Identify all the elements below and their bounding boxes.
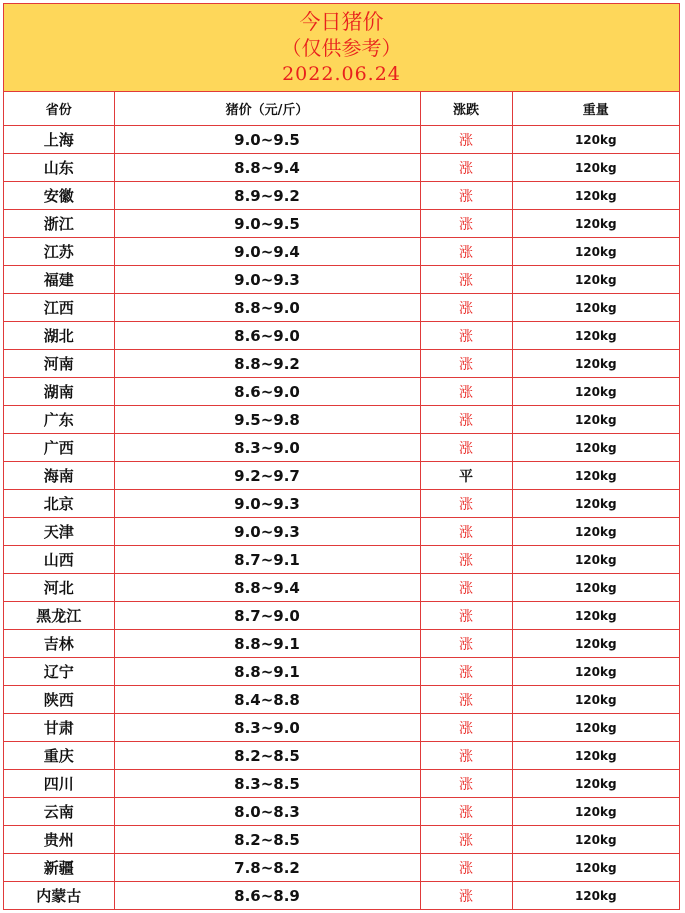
price-cell: 8.3~9.0 [114, 434, 420, 462]
province-cell: 江苏 [4, 238, 114, 266]
weight-cell: 120kg [512, 742, 679, 770]
province-cell: 上海 [4, 126, 114, 154]
table-row [4, 854, 679, 882]
table-row [4, 882, 679, 910]
table-row [4, 798, 679, 826]
price-table [4, 92, 679, 909]
title-banner [4, 4, 679, 92]
price-cell: 8.3~9.0 [114, 714, 420, 742]
table-row [4, 210, 679, 238]
price-cell: 9.0~9.5 [114, 126, 420, 154]
trend-cell: 涨 [420, 182, 512, 210]
table-row [4, 182, 679, 210]
weight-cell: 120kg [512, 770, 679, 798]
trend-cell: 涨 [420, 686, 512, 714]
trend-cell: 涨 [420, 658, 512, 686]
trend-cell: 涨 [420, 490, 512, 518]
trend-cell: 涨 [420, 826, 512, 854]
trend-cell: 涨 [420, 266, 512, 294]
price-cell: 8.8~9.1 [114, 630, 420, 658]
weight-cell: 120kg [512, 714, 679, 742]
weight-cell: 120kg [512, 294, 679, 322]
column-header-province: 省份 [4, 92, 114, 126]
province-cell: 广东 [4, 406, 114, 434]
weight-cell: 120kg [512, 266, 679, 294]
weight-cell: 120kg [512, 826, 679, 854]
province-cell: 内蒙古 [4, 882, 114, 910]
province-cell: 河南 [4, 350, 114, 378]
province-cell: 贵州 [4, 826, 114, 854]
weight-cell: 120kg [512, 882, 679, 910]
table-row [4, 714, 679, 742]
trend-cell: 涨 [420, 770, 512, 798]
province-cell: 天津 [4, 518, 114, 546]
price-cell: 8.7~9.1 [114, 546, 420, 574]
trend-cell: 涨 [420, 882, 512, 910]
table-row [4, 574, 679, 602]
weight-cell: 120kg [512, 798, 679, 826]
table-row [4, 518, 679, 546]
price-cell: 8.2~8.5 [114, 742, 420, 770]
price-cell: 9.2~9.7 [114, 462, 420, 490]
table-row [4, 406, 679, 434]
weight-cell: 120kg [512, 322, 679, 350]
weight-cell: 120kg [512, 154, 679, 182]
table-row [4, 630, 679, 658]
table-row [4, 602, 679, 630]
trend-cell: 涨 [420, 714, 512, 742]
price-cell: 8.0~8.3 [114, 798, 420, 826]
weight-cell: 120kg [512, 210, 679, 238]
weight-cell: 120kg [512, 602, 679, 630]
table-row [4, 770, 679, 798]
trend-cell: 涨 [420, 574, 512, 602]
province-cell: 福建 [4, 266, 114, 294]
price-cell: 8.8~9.1 [114, 658, 420, 686]
trend-cell: 涨 [420, 434, 512, 462]
province-cell: 辽宁 [4, 658, 114, 686]
price-cell: 9.0~9.4 [114, 238, 420, 266]
weight-cell: 120kg [512, 378, 679, 406]
weight-cell: 120kg [512, 182, 679, 210]
table-row [4, 378, 679, 406]
table-row [4, 126, 679, 154]
trend-cell: 涨 [420, 798, 512, 826]
price-cell: 8.6~9.0 [114, 378, 420, 406]
table-row [4, 658, 679, 686]
weight-cell: 120kg [512, 350, 679, 378]
table-row [4, 462, 679, 490]
weight-cell: 120kg [512, 406, 679, 434]
price-cell: 8.4~8.8 [114, 686, 420, 714]
trend-cell: 涨 [420, 154, 512, 182]
table-row [4, 154, 679, 182]
province-cell: 甘肃 [4, 714, 114, 742]
province-cell: 陕西 [4, 686, 114, 714]
column-header-price: 猪价（元/斤） [114, 92, 420, 126]
province-cell: 山东 [4, 154, 114, 182]
table-row [4, 826, 679, 854]
table-row [4, 294, 679, 322]
price-cell: 8.2~8.5 [114, 826, 420, 854]
price-cell: 8.8~9.4 [114, 154, 420, 182]
trend-cell: 涨 [420, 378, 512, 406]
table-row [4, 350, 679, 378]
trend-cell: 涨 [420, 406, 512, 434]
price-cell: 7.8~8.2 [114, 854, 420, 882]
price-cell: 8.8~9.2 [114, 350, 420, 378]
trend-cell: 平 [420, 462, 512, 490]
price-cell: 8.8~9.4 [114, 574, 420, 602]
province-cell: 湖南 [4, 378, 114, 406]
price-cell: 9.0~9.5 [114, 210, 420, 238]
trend-cell: 涨 [420, 742, 512, 770]
trend-cell: 涨 [420, 518, 512, 546]
price-cell: 8.6~9.0 [114, 322, 420, 350]
weight-cell: 120kg [512, 854, 679, 882]
table-row [4, 686, 679, 714]
table-row [4, 742, 679, 770]
province-cell: 海南 [4, 462, 114, 490]
weight-cell: 120kg [512, 574, 679, 602]
table-row [4, 238, 679, 266]
trend-cell: 涨 [420, 350, 512, 378]
price-cell: 9.0~9.3 [114, 266, 420, 294]
province-cell: 北京 [4, 490, 114, 518]
table-row [4, 434, 679, 462]
province-cell: 黑龙江 [4, 602, 114, 630]
province-cell: 新疆 [4, 854, 114, 882]
weight-cell: 120kg [512, 518, 679, 546]
province-cell: 山西 [4, 546, 114, 574]
weight-cell: 120kg [512, 686, 679, 714]
weight-cell: 120kg [512, 630, 679, 658]
weight-cell: 120kg [512, 238, 679, 266]
table-row [4, 490, 679, 518]
trend-cell: 涨 [420, 602, 512, 630]
table-row [4, 322, 679, 350]
trend-cell: 涨 [420, 126, 512, 154]
price-cell: 8.6~8.9 [114, 882, 420, 910]
province-cell: 吉林 [4, 630, 114, 658]
trend-cell: 涨 [420, 630, 512, 658]
province-cell: 重庆 [4, 742, 114, 770]
province-cell: 江西 [4, 294, 114, 322]
price-cell: 9.0~9.3 [114, 518, 420, 546]
report-date: 2022.06.24 [282, 63, 401, 85]
province-cell: 安徽 [4, 182, 114, 210]
province-cell: 广西 [4, 434, 114, 462]
price-cell: 8.3~8.5 [114, 770, 420, 798]
trend-cell: 涨 [420, 322, 512, 350]
column-header-weight: 重量 [512, 92, 679, 126]
province-cell: 云南 [4, 798, 114, 826]
trend-cell: 涨 [420, 294, 512, 322]
weight-cell: 120kg [512, 658, 679, 686]
trend-cell: 涨 [420, 210, 512, 238]
price-cell: 8.7~9.0 [114, 602, 420, 630]
table-row [4, 546, 679, 574]
province-cell: 浙江 [4, 210, 114, 238]
province-cell: 河北 [4, 574, 114, 602]
price-sheet [3, 3, 680, 910]
price-cell: 9.0~9.3 [114, 490, 420, 518]
province-cell: 四川 [4, 770, 114, 798]
column-header-trend: 涨跌 [420, 92, 512, 126]
page-subtitle: （仅供参考） [281, 36, 402, 60]
trend-cell: 涨 [420, 546, 512, 574]
price-cell: 8.9~9.2 [114, 182, 420, 210]
weight-cell: 120kg [512, 546, 679, 574]
weight-cell: 120kg [512, 434, 679, 462]
trend-cell: 涨 [420, 854, 512, 882]
trend-cell: 涨 [420, 238, 512, 266]
weight-cell: 120kg [512, 490, 679, 518]
weight-cell: 120kg [512, 462, 679, 490]
page-title: 今日猪价 [299, 10, 384, 34]
price-cell: 8.8~9.0 [114, 294, 420, 322]
weight-cell: 120kg [512, 126, 679, 154]
province-cell: 湖北 [4, 322, 114, 350]
table-header-row [4, 92, 679, 126]
table-row [4, 266, 679, 294]
price-cell: 9.5~9.8 [114, 406, 420, 434]
